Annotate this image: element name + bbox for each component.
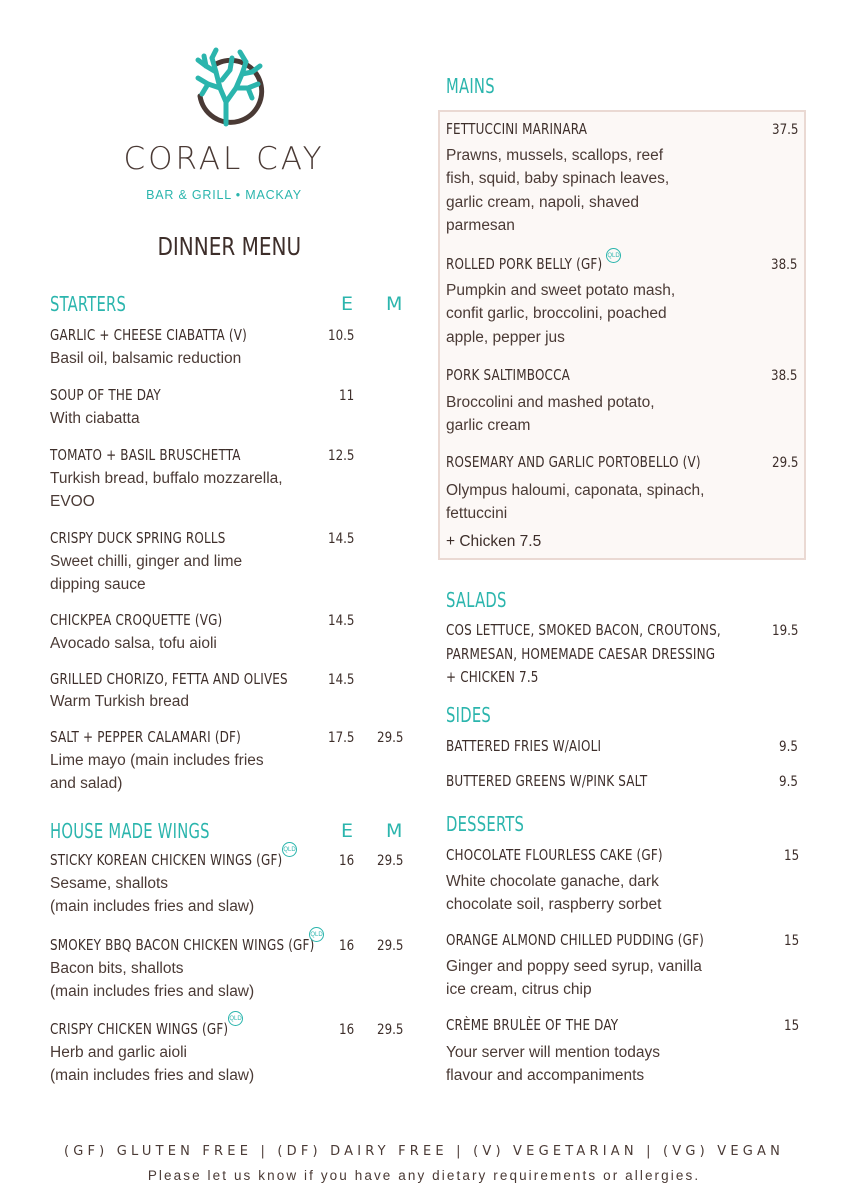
main-desc-2: fish, squid, baby spinach leaves, bbox=[446, 170, 670, 187]
starter-name: TOMATO + BASIL BRUSCHETTA bbox=[50, 446, 241, 464]
mains-title: MAINS bbox=[446, 74, 495, 98]
main-desc: Broccolini and mashed potato, bbox=[446, 394, 655, 411]
wing-name: CRISPY CHICKEN WINGS (GF) bbox=[50, 1020, 229, 1038]
main-name: FETTUCCINI MARINARA bbox=[446, 120, 588, 138]
dessert-name: CRÈME BRULÈE OF THE DAY bbox=[446, 1016, 619, 1034]
starter-price-e: 14.5 bbox=[328, 613, 355, 629]
starter-desc-2: and salad) bbox=[50, 775, 123, 792]
starters-title: STARTERS bbox=[50, 292, 127, 316]
salad-line-2: PARMESAN, HOMEMADE CAESAR DRESSING bbox=[446, 645, 716, 663]
main-price: 38.5 bbox=[771, 368, 798, 384]
wing-name: SMOKEY BBQ BACON CHICKEN WINGS (GF) bbox=[50, 936, 315, 954]
brand-tagline: BAR & GRILL • MACKAY bbox=[146, 188, 302, 202]
wing-price-m: 29.5 bbox=[377, 853, 404, 869]
main-desc: Olympus haloumi, caponata, spinach, bbox=[446, 482, 705, 499]
dessert-desc: Your server will mention todays bbox=[446, 1044, 660, 1061]
starter-name: GRILLED CHORIZO, FETTA AND OLIVES bbox=[50, 670, 288, 688]
coral-logo-icon bbox=[186, 44, 266, 130]
main-desc-3: apple, pepper jus bbox=[446, 329, 565, 346]
salads-title: SALADS bbox=[446, 588, 507, 612]
wing-desc: Herb and garlic aioli bbox=[50, 1044, 187, 1061]
main-desc-2: fettuccini bbox=[446, 505, 508, 522]
starter-desc-2: EVOO bbox=[50, 493, 95, 510]
side-price: 9.5 bbox=[779, 774, 798, 790]
main-desc-3: garlic cream, napoli, shaved bbox=[446, 194, 639, 211]
wing-price-e: 16 bbox=[339, 938, 355, 954]
starter-price-e: 12.5 bbox=[328, 448, 355, 464]
starter-desc: With ciabatta bbox=[50, 410, 140, 427]
wing-name: STICKY KOREAN CHICKEN WINGS (GF) bbox=[50, 851, 283, 869]
starter-price-m: 29.5 bbox=[377, 730, 404, 746]
starters-col-e: E bbox=[341, 293, 354, 315]
main-extra: + Chicken 7.5 bbox=[446, 533, 542, 550]
dessert-desc-2: flavour and accompaniments bbox=[446, 1067, 645, 1084]
desserts-title: DESSERTS bbox=[446, 812, 525, 836]
starter-desc-2: dipping sauce bbox=[50, 576, 146, 593]
starter-desc: Avocado salsa, tofu aioli bbox=[50, 635, 217, 652]
qld-badge-icon: QLD bbox=[228, 1011, 243, 1026]
starter-price-e: 11 bbox=[339, 388, 355, 404]
main-desc-2: confit garlic, broccolini, poached bbox=[446, 305, 667, 322]
starter-desc: Basil oil, balsamic reduction bbox=[50, 350, 242, 367]
main-price: 38.5 bbox=[771, 257, 798, 273]
qld-badge-icon: QLD bbox=[309, 927, 324, 942]
dessert-name: CHOCOLATE FLOURLESS CAKE (GF) bbox=[446, 846, 663, 864]
main-desc-2: garlic cream bbox=[446, 417, 531, 434]
wings-title: HOUSE MADE WINGS bbox=[50, 819, 210, 843]
side-price: 9.5 bbox=[779, 739, 798, 755]
starter-price-e: 14.5 bbox=[328, 531, 355, 547]
sides-title: SIDES bbox=[446, 703, 492, 727]
wing-desc-2: (main includes fries and slaw) bbox=[50, 1067, 255, 1084]
starter-name: CRISPY DUCK SPRING ROLLS bbox=[50, 529, 226, 547]
starter-price-e: 17.5 bbox=[328, 730, 355, 746]
starter-desc: Lime mayo (main includes fries bbox=[50, 752, 264, 769]
dessert-name: ORANGE ALMOND CHILLED PUDDING (GF) bbox=[446, 931, 704, 949]
wing-desc: Sesame, shallots bbox=[50, 875, 169, 892]
main-desc: Pumpkin and sweet potato mash, bbox=[446, 282, 676, 299]
starter-desc: Sweet chilli, ginger and lime bbox=[50, 553, 243, 570]
main-desc-4: parmesan bbox=[446, 217, 515, 234]
main-desc: Prawns, mussels, scallops, reef bbox=[446, 147, 664, 164]
wings-col-e: E bbox=[341, 820, 354, 842]
dessert-desc-2: chocolate soil, raspberry sorbet bbox=[446, 896, 662, 913]
coral-logo bbox=[186, 44, 266, 130]
salad-price: 19.5 bbox=[772, 623, 799, 639]
salad-line-1: COS LETTUCE, SMOKED BACON, CROUTONS, bbox=[446, 621, 721, 639]
allergy-note: Please let us know if you have any dietary requirements or allergies. bbox=[147, 1168, 701, 1183]
dietary-legend: (GF) GLUTEN FREE | (DF) DAIRY FREE | (V) VEGETARIAN | (VG) VEGAN bbox=[63, 1144, 785, 1159]
qld-badge-icon: QLD bbox=[606, 248, 621, 263]
wing-price-m: 29.5 bbox=[377, 1022, 404, 1038]
brand-name: CORAL CAY bbox=[123, 141, 325, 177]
dessert-desc-2: ice cream, citrus chip bbox=[446, 981, 592, 998]
wing-price-m: 29.5 bbox=[377, 938, 404, 954]
menu-title: DINNER MENU bbox=[157, 232, 302, 261]
dessert-desc: Ginger and poppy seed syrup, vanilla bbox=[446, 958, 702, 975]
starter-desc: Turkish bread, buffalo mozzarella, bbox=[50, 470, 283, 487]
dessert-desc: White chocolate ganache, dark bbox=[446, 873, 659, 890]
wings-col-m: M bbox=[386, 820, 403, 842]
wing-desc-2: (main includes fries and slaw) bbox=[50, 983, 255, 1000]
main-name: PORK SALTIMBOCCA bbox=[446, 366, 571, 384]
main-name: ROLLED PORK BELLY (GF) bbox=[446, 255, 603, 273]
starter-name: GARLIC + CHEESE CIABATTA (V) bbox=[50, 326, 247, 344]
dessert-price: 15 bbox=[784, 933, 800, 949]
side-name: BUTTERED GREENS W/PINK SALT bbox=[446, 772, 648, 790]
starter-name: SOUP OF THE DAY bbox=[50, 386, 161, 404]
side-name: BATTERED FRIES W/AIOLI bbox=[446, 737, 602, 755]
dessert-price: 15 bbox=[784, 1018, 800, 1034]
main-price: 37.5 bbox=[772, 122, 799, 138]
wing-desc-2: (main includes fries and slaw) bbox=[50, 898, 255, 915]
main-name: ROSEMARY AND GARLIC PORTOBELLO (V) bbox=[446, 453, 701, 471]
starter-name: SALT + PEPPER CALAMARI (DF) bbox=[50, 728, 241, 746]
starter-name: CHICKPEA CROQUETTE (VG) bbox=[50, 611, 223, 629]
qld-badge-icon: QLD bbox=[282, 842, 297, 857]
starter-price-e: 14.5 bbox=[328, 672, 355, 688]
wing-desc: Bacon bits, shallots bbox=[50, 960, 184, 977]
wing-price-e: 16 bbox=[339, 853, 355, 869]
starters-col-m: M bbox=[386, 293, 403, 315]
wing-price-e: 16 bbox=[339, 1022, 355, 1038]
salad-line-3: + CHICKEN 7.5 bbox=[446, 668, 539, 686]
main-price: 29.5 bbox=[772, 455, 799, 471]
starter-desc: Warm Turkish bread bbox=[50, 693, 189, 710]
dessert-price: 15 bbox=[784, 848, 800, 864]
starter-price-e: 10.5 bbox=[328, 328, 355, 344]
